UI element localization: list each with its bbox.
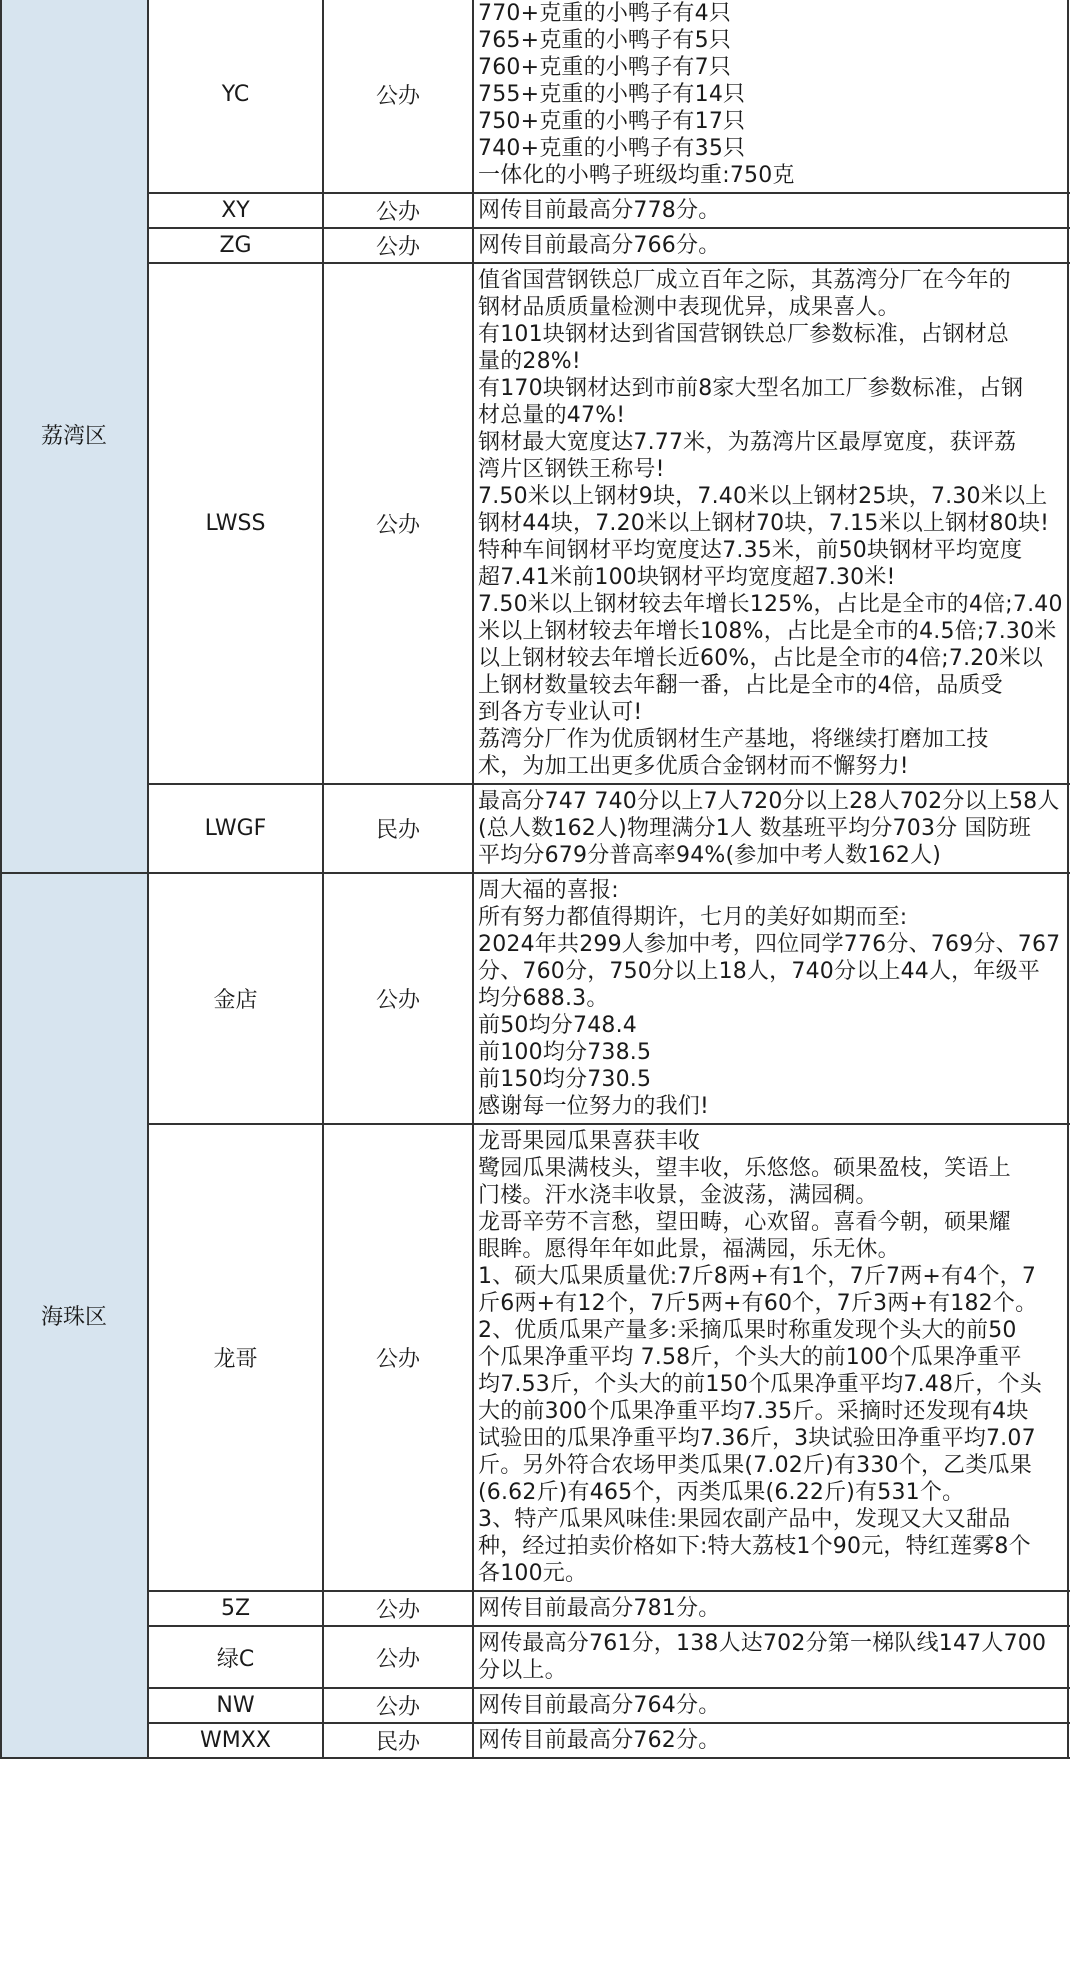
result-note: [473, 1591, 1068, 1626]
note-line: 湾片区钢铁王称号!: [478, 457, 665, 482]
note-line: (总人数162人)物理满分1人 数基班平均分703分 国防班: [478, 816, 1032, 841]
column-divider: [322, 0, 324, 1758]
district-name-text: 海珠区: [40, 1305, 107, 1330]
note-line: 各100元。: [478, 1561, 588, 1586]
note-line: 740+克重的小鸭子有35只: [478, 136, 746, 161]
school-type: [323, 1723, 473, 1758]
school-name-text: XY: [221, 198, 250, 223]
note-line: 前50均分748.4: [478, 1013, 637, 1038]
school-type: [323, 784, 473, 873]
note-line: 均分688.3。: [478, 986, 609, 1011]
note-line: 种，经过拍卖价格如下:特大荔枝1个90元，特红莲雾8个: [478, 1534, 1031, 1559]
note-line: 网传最高分761分，138人达702分第一梯队线147人700: [478, 1631, 1047, 1656]
school-name: [148, 0, 323, 193]
school-name-text: YC: [221, 82, 250, 107]
school-type: [323, 228, 473, 263]
school-type: [323, 263, 473, 784]
school-type: [323, 0, 473, 193]
note-line: 3、特产瓜果风味佳:果园农副产品中，发现又大又甜品: [478, 1507, 1011, 1532]
school-type-text: 公办: [375, 84, 420, 109]
row-divider: [148, 1123, 1070, 1125]
note-line: 斤。另外符合农场甲类瓜果(7.02斤)有330个，乙类瓜果: [478, 1453, 1032, 1478]
school-name: [148, 1591, 323, 1626]
note-line: 所有努力都值得期许，七月的美好如期而至:: [478, 905, 908, 930]
note-line: 斤6两+有12个，7斤5两+有60个，7斤3两+有182个。: [478, 1291, 1038, 1316]
column-divider: [1067, 0, 1069, 1758]
note-line: 上钢材数量较去年翻一番，占比是全市的4倍，品质受: [478, 673, 1003, 698]
school-type: [323, 1591, 473, 1626]
note-line: 7.50米以上钢材9块，7.40米以上钢材25块，7.30米以上: [478, 484, 1048, 509]
note-line: 值省国营钢铁总厂成立百年之际，其荔湾分厂在今年的: [478, 268, 1011, 293]
note-line: 龙哥果园瓜果喜获丰收: [478, 1129, 701, 1154]
column-divider: [147, 0, 149, 1758]
result-note: [473, 873, 1068, 1124]
note-line: 均7.53斤，个头大的前150个瓜果净重平均7.48斤，个头: [478, 1372, 1042, 1397]
note-line: 周大福的喜报:: [478, 878, 619, 903]
row-divider: [148, 1722, 1070, 1724]
note-line: 2024年共299人参加中考，四位同学776分、769分、767: [478, 932, 1061, 957]
note-line: 一体化的小鸭子班级均重:750克: [478, 163, 795, 188]
result-note: [473, 784, 1068, 873]
district-name-text: 荔湾区: [40, 424, 107, 449]
school-type-text: 公办: [375, 1598, 420, 1623]
school-name: [148, 873, 323, 1124]
note-line: 网传目前最高分778分。: [478, 198, 721, 223]
school-name: [148, 1626, 323, 1688]
row-divider: [148, 262, 1070, 264]
row-divider: [148, 1590, 1070, 1592]
note-line: 超7.41米前100块钢材平均宽度超7.30米!: [478, 565, 896, 590]
note-line: 网传目前最高分764分。: [478, 1693, 721, 1718]
row-divider: [148, 783, 1070, 785]
school-name: [148, 1688, 323, 1723]
row-divider: [0, 872, 1070, 874]
note-line: 765+克重的小鸭子有5只: [478, 28, 732, 53]
school-name-text: 龙哥: [213, 1347, 258, 1372]
note-line: 荔湾分厂作为优质钢材生产基地，将继续打磨加工技: [478, 727, 989, 752]
school-type: [323, 193, 473, 228]
school-type-text: 公办: [375, 988, 420, 1013]
school-type-text: 公办: [375, 235, 420, 260]
note-line: 门楼。汗水浇丰收景，金波荡，满园稠。: [478, 1183, 878, 1208]
school-name: [148, 228, 323, 263]
note-line: 材总量的47%!: [478, 403, 626, 428]
school-name-text: LWSS: [205, 511, 266, 536]
row-divider: [0, 1757, 1070, 1759]
school-type: [323, 1124, 473, 1591]
note-line: 平均分679分普高率94%(参加中考人数162人): [478, 843, 942, 868]
note-line: 量的28%!: [478, 349, 581, 374]
school-name: [148, 1124, 323, 1591]
note-line: 鹭园瓜果满枝头，望丰收，乐悠悠。硕果盈枝，笑语上: [478, 1156, 1011, 1181]
note-line: 大的前300个瓜果净重平均7.35斤。采摘时还发现有4块: [478, 1399, 1029, 1424]
school-name-text: 绿C: [216, 1646, 255, 1672]
note-line: 感谢每一位努力的我们!: [478, 1094, 710, 1119]
note-line: 到各方专业认可!: [478, 700, 643, 725]
school-name-text: WMXX: [200, 1728, 271, 1753]
school-name-text: 5Z: [220, 1596, 251, 1621]
school-name: [148, 263, 323, 784]
row-divider: [148, 1625, 1070, 1627]
school-type-text: 民办: [375, 1730, 420, 1755]
note-line: 1、硕大瓜果质量优:7斤8两+有1个，7斤7两+有4个，7: [478, 1264, 1037, 1289]
note-line: 试验田的瓜果净重平均7.36斤，3块试验田净重平均7.07: [478, 1426, 1036, 1451]
note-line: 钢材44块，7.20米以上钢材70块，7.15米以上钢材80块!: [478, 511, 1050, 536]
school-name: [148, 193, 323, 228]
column-divider: [0, 0, 2, 1758]
school-type: [323, 873, 473, 1124]
result-note: [473, 1723, 1068, 1758]
school-type: [323, 1626, 473, 1688]
note-line: 以上钢材较去年增长近60%，占比是全市的4倍;7.20米以: [478, 646, 1044, 671]
result-note: [473, 1626, 1068, 1688]
note-line: 特种车间钢材平均宽度达7.35米，前50块钢材平均宽度: [478, 538, 1023, 563]
result-note: [473, 1688, 1068, 1723]
school-name-text: NW: [216, 1693, 255, 1718]
note-line: 7.50米以上钢材较去年增长125%，占比是全市的4倍;7.40: [478, 592, 1063, 617]
note-line: 有170块钢材达到市前8家大型名加工厂参数标准，占钢: [478, 376, 1024, 401]
row-divider: [148, 227, 1070, 229]
row-divider: [148, 192, 1070, 194]
note-line: 760+克重的小鸭子有7只: [478, 55, 732, 80]
school-name: [148, 1723, 323, 1758]
note-line: 2、优质瓜果产量多:采摘瓜果时称重发现个头大的前50: [478, 1318, 1017, 1343]
note-line: 750+克重的小鸭子有17只: [478, 109, 746, 134]
note-line: 钢材品质质量检测中表现优异，成果喜人。: [478, 295, 900, 320]
note-line: 网传目前最高分762分。: [478, 1728, 721, 1753]
note-line: (6.62斤)有465个，丙类瓜果(6.22斤)有531个。: [478, 1480, 965, 1505]
school-type-text: 公办: [375, 1695, 420, 1720]
note-line: 术，为加工出更多优质合金钢材而不懈努力!: [478, 754, 909, 779]
result-note: [473, 228, 1068, 263]
note-line: 770+克重的小鸭子有4只: [478, 1, 732, 26]
note-line: 米以上钢材较去年增长108%，占比是全市的4.5倍;7.30米: [478, 619, 1057, 644]
school-name-text: 金店: [213, 988, 258, 1013]
note-line: 分以上。: [478, 1658, 567, 1683]
result-note: [473, 193, 1068, 228]
note-line: 分、760分，750分以上18人，740分以上44人，年级平: [478, 959, 1040, 984]
school-type-text: 公办: [375, 513, 420, 538]
note-line: 龙哥辛劳不言愁，望田畴，心欢留。喜看今朝，硕果耀: [478, 1210, 1011, 1235]
result-note: [473, 0, 1068, 193]
note-line: 网传目前最高分766分。: [478, 233, 721, 258]
note-line: 个瓜果净重平均 7.58斤，个头大的前100个瓜果净重平: [478, 1345, 1022, 1370]
note-line: 前100均分738.5: [478, 1040, 652, 1065]
result-note: [473, 263, 1068, 784]
school-type-text: 公办: [375, 1347, 420, 1372]
school-type-text: 公办: [375, 1646, 420, 1672]
note-line: 钢材最大宽度达7.77米，为荔湾片区最厚宽度，获评荔: [478, 430, 1017, 455]
school-name-text: ZG: [219, 233, 252, 258]
school-name: [148, 784, 323, 873]
note-line: 最高分747 740分以上7人720分以上28人702分以上58人: [478, 789, 1060, 814]
school-type-text: 公办: [375, 200, 420, 225]
result-note: [473, 1124, 1068, 1591]
note-line: 前150均分730.5: [478, 1067, 652, 1092]
note-line: 755+克重的小鸭子有14只: [478, 82, 746, 107]
row-divider: [148, 1687, 1070, 1689]
school-type-text: 民办: [375, 818, 420, 843]
note-line: 网传目前最高分781分。: [478, 1596, 721, 1621]
note-line: 有101块钢材达到省国营钢铁总厂参数标准，占钢材总: [478, 322, 1009, 347]
district-name: [0, 0, 148, 873]
note-line: 眼眸。愿得年年如此景，福满园，乐无休。: [478, 1237, 900, 1262]
column-divider: [472, 0, 474, 1758]
school-type: [323, 1688, 473, 1723]
school-name-text: LWGF: [204, 816, 267, 841]
district-name: [0, 873, 148, 1758]
